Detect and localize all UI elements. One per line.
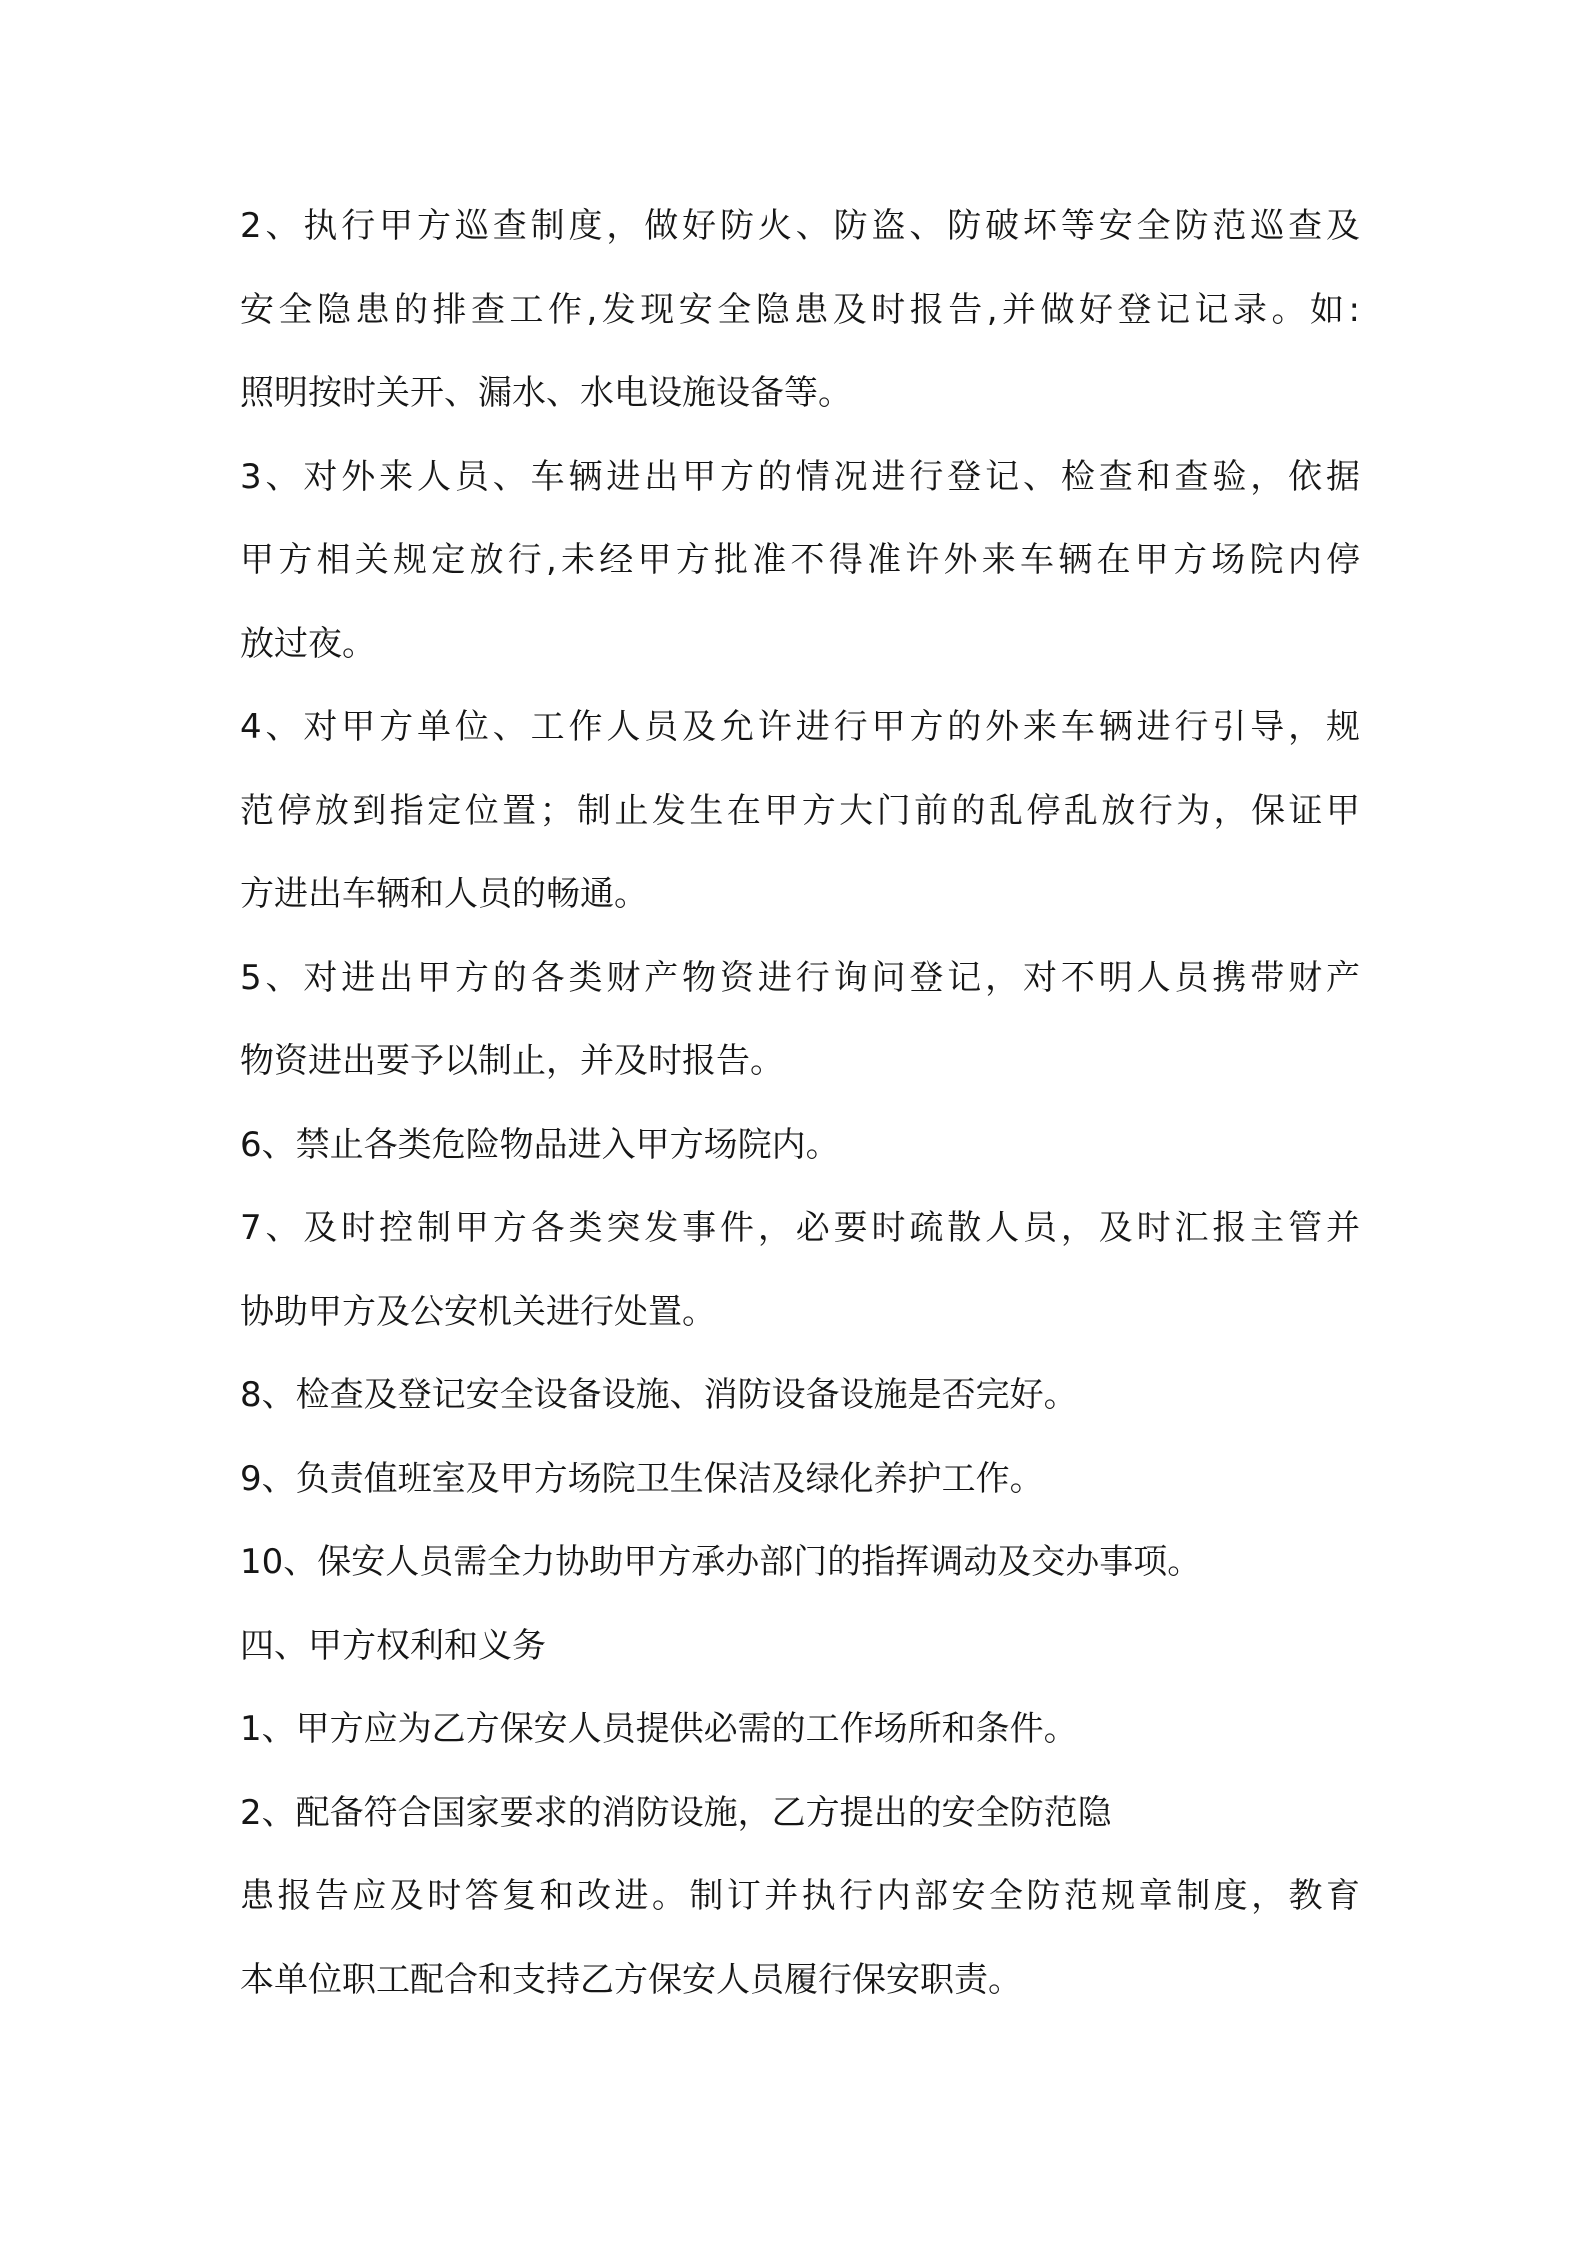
text-line: 协助甲方及公安机关进行处置。 — [240, 1291, 716, 1332]
text-line: 5、对进出甲方的各类财产物资进行询问登记，对不明人员携带财产 — [240, 957, 1360, 998]
text-line: 7、及时控制甲方各类突发事件，必要时疏散人员，及时汇报主管并 — [240, 1208, 1360, 1248]
text-line: 甲方相关规定放行,未经甲方批准不得准许外来车辆在甲方场院内停 — [240, 540, 1360, 580]
text-line: 2、执行甲方巡查制度，做好防火、防盗、防破坏等安全防范巡查及 — [240, 206, 1360, 246]
text-line: 6、禁止各类危险物品进入甲方场院内。 — [240, 1124, 840, 1165]
text-line: 3、对外来人员、车辆进出甲方的情况进行登记、检查和查验，依据 — [240, 456, 1360, 497]
contract-body-text — [240, 196, 1360, 2033]
text-line: 10、保安人员需全力协助甲方承办部门的指挥调动及交办事项。 — [240, 1542, 1202, 1582]
text-line: 照明按时关开、漏水、水电设施设备等。 — [240, 373, 852, 413]
text-line: 范停放到指定位置；制止发生在甲方大门前的乱停乱放行为，保证甲 — [240, 790, 1360, 831]
text-line: 四、甲方权利和义务 — [240, 1625, 546, 1666]
text-line: 本单位职工配合和支持乙方保安人员履行保安职责。 — [240, 1959, 1022, 2000]
text-line: 2、配备符合国家要求的消防设施，乙方提出的安全防范隐 — [240, 1792, 1112, 1833]
text-line: 患报告应及时答复和改进。制订并执行内部安全防范规章制度，教育 — [240, 1876, 1360, 1916]
text-line: 物资进出要予以制止，并及时报告。 — [240, 1041, 784, 1081]
text-line: 8、检查及登记安全设备设施、消防设备设施是否完好。 — [240, 1375, 1078, 1415]
text-line: 方进出车辆和人员的畅通。 — [240, 874, 648, 914]
text-line: 安全隐患的排查工作,发现安全隐患及时报告,并做好登记记录。如: — [240, 289, 1360, 330]
text-line: 放过夜。 — [240, 623, 376, 664]
text-line: 1、甲方应为乙方保安人员提供必需的工作场所和条件。 — [240, 1709, 1078, 1749]
text-line: 9、负责值班室及甲方场院卫生保洁及绿化养护工作。 — [240, 1458, 1044, 1499]
text-line: 4、对甲方单位、工作人员及允许进行甲方的外来车辆进行引导，规 — [240, 707, 1360, 747]
